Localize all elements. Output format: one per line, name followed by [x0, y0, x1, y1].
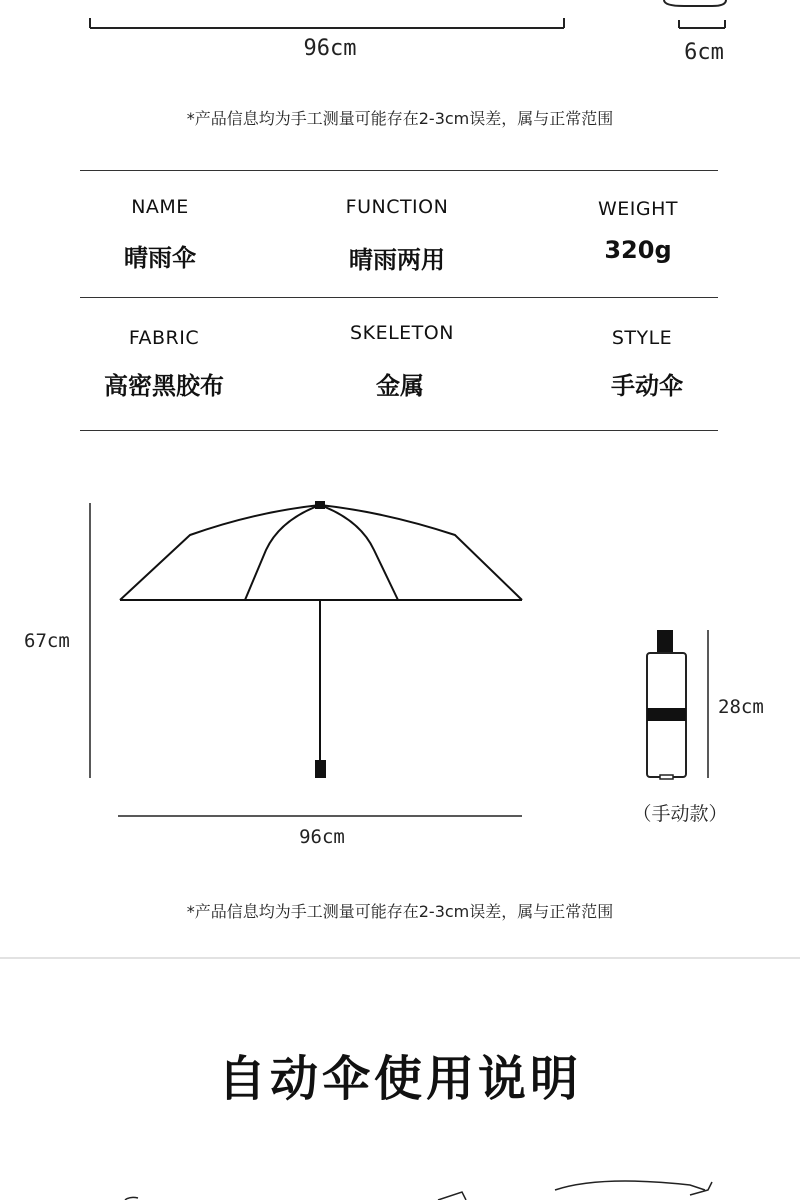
measurement-disclaimer-bottom: *产品信息均为手工测量可能存在2-3cm误差，属与正常范围 — [186, 902, 614, 921]
open-umbrella-illustration — [120, 502, 522, 778]
folded-length-measure: 28cm — [718, 696, 764, 718]
umbrella-width-measure: 96cm — [299, 826, 345, 848]
spec-fabric-value: 高密黑胶布 — [104, 372, 224, 400]
spec-name-label: NAME — [131, 196, 189, 218]
bottom-sketch-partial — [125, 1181, 712, 1200]
spec-table-bottom-rule — [80, 430, 718, 431]
section-title: 自动伞使用说明 — [217, 1051, 582, 1107]
spec-name-value: 晴雨伞 — [124, 244, 196, 272]
spec-skeleton-label: SKELETON — [350, 322, 454, 344]
spec-table-middle-rule — [80, 297, 718, 298]
spec-function-label: FUNCTION — [345, 196, 449, 218]
folded-umbrella-illustration — [647, 630, 686, 779]
spec-style-label: STYLE — [611, 327, 673, 349]
measurement-disclaimer-top: *产品信息均为手工测量可能存在2-3cm误差，属与正常范围 — [186, 109, 614, 128]
top-folded-umbrella-partial — [664, 0, 726, 28]
spec-skeleton-value: 金属 — [376, 372, 424, 400]
spec-weight-value: 320g — [604, 236, 672, 264]
umbrella-height-measure: 67cm — [24, 630, 70, 652]
top-width-bracket — [90, 18, 564, 28]
folded-caption: （手动款） — [632, 803, 728, 825]
spec-fabric-label: FABRIC — [128, 327, 200, 349]
top-width-measure: 96cm — [303, 36, 357, 61]
top-folded-measure: 6cm — [684, 40, 724, 65]
spec-table-top-rule — [80, 170, 718, 171]
spec-weight-label: WEIGHT — [597, 198, 678, 220]
spec-function-value: 晴雨两用 — [349, 246, 445, 274]
spec-style-value: 手动伞 — [611, 372, 683, 400]
